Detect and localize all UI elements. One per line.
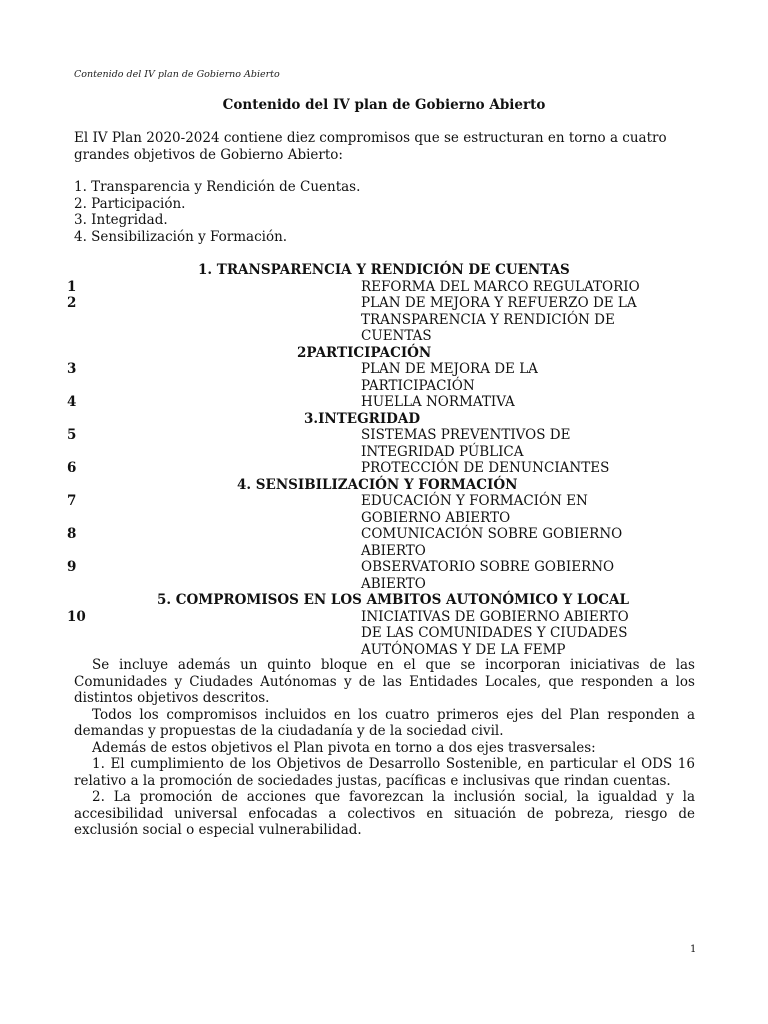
commitment-number: 10 [67,608,86,625]
commitments-table [0,262,768,658]
table-row [0,295,768,345]
block-heading [0,477,768,494]
table-row [0,361,768,394]
block-heading [0,262,768,279]
list-item: 2. Participación. [74,195,186,212]
block-heading-text: 5. COMPROMISOS EN LOS AMBITOS AUTONÓMICO Y LOCAL [157,592,629,608]
commitment-number: 8 [67,526,77,542]
paragraph: Se incluye además un quinto bloque en el que se incorporan iniciativas de las Comunidades y Ciudades Autónomas y de las Entidades Locales, que responden a los distintos objetivos descritos. [74,657,695,706]
commitment-text: OBSERVATORIO SOBRE GOBIERNO ABIERTO [361,559,615,592]
commitment-number: 3 [67,361,77,377]
page-number: 1 [690,944,697,955]
objectives-list [74,179,360,245]
commitment-text: PLAN DE MEJORA Y REFUERZO DE LA TRANSPARENCIA Y RENDICIÓN DE CUENTAS [361,295,637,344]
list-item: 3. Integridad. [74,212,168,228]
paragraph: 1. El cumplimiento de los Objetivos de Desarrollo Sostenible, en particular el ODS 16 relativo a la promoción de sociedades justas, pacíficas e inclusivas que rindan cuentas. [74,756,695,789]
list-item: 4. Sensibilización y Formación. [74,228,288,245]
list-item: 1. Transparencia y Rendición de Cuentas. [74,179,361,195]
commitment-text: REFORMA DEL MARCO REGULATORIO [361,278,640,295]
intro-paragraph: El IV Plan 2020-2024 contiene diez compromisos que se estructuran en torno a cuatro grandes objetivos de Gobierno Abierto: [74,130,667,163]
block-heading-text: 1. TRANSPARENCIA Y RENDICIÓN DE CUENTAS [198,262,570,278]
block-heading [0,345,768,362]
paragraph: Además de estos objetivos el Plan pivota en torno a dos ejes trasversales: [92,739,596,756]
block-heading [0,592,768,609]
block-heading-text: 2PARTICIPACIÓN [297,344,432,361]
table-row [0,460,768,477]
commitment-text: HUELLA NORMATIVA [361,394,515,410]
commitment-number: 7 [67,493,77,509]
commitment-text: INICIATIVAS DE GOBIERNO ABIERTO DE LAS COMUNIDADES Y CIUDADES AUTÓNOMAS Y DE LA FEMP [361,608,629,658]
commitment-number: 1 [67,278,77,295]
paragraph: Todos los compromisos incluidos en los cuatro primeros ejes del Plan responden a demandas y propuestas de la ciudadanía y de la sociedad civil. [74,706,695,739]
block-heading-text: 4. SENSIBILIZACIÓN Y FORMACIÓN [237,476,518,493]
commitment-number: 2 [67,295,77,311]
table-row [0,427,768,460]
commitment-text: COMUNICACIÓN SOBRE GOBIERNO ABIERTO [361,526,623,559]
commitment-text: PROTECCIÓN DE DENUNCIANTES [361,460,610,476]
commitment-text: PLAN DE MEJORA DE LA PARTICIPACIÓN [361,361,538,394]
commitment-number: 6 [67,460,77,476]
table-row [0,279,768,296]
commitment-number: 4 [67,394,77,410]
commitment-text: SISTEMAS PREVENTIVOS DE INTEGRIDAD PÚBLICA [361,427,571,460]
table-row [0,609,768,659]
body-text [74,657,695,839]
table-row [0,559,768,592]
running-header: Contenido del IV plan de Gobierno Abierto [74,69,280,80]
commitment-number: 5 [67,427,77,443]
page-title: Contenido del IV plan de Gobierno Abierto [222,97,546,113]
block-heading [0,411,768,428]
block-heading-text: 3.INTEGRIDAD [304,410,421,427]
commitment-number: 9 [67,559,77,575]
table-row [0,493,768,526]
commitment-text: EDUCACIÓN Y FORMACIÓN EN GOBIERNO ABIERTO [361,493,588,526]
paragraph: 2. La promoción de acciones que favorezcan la inclusión social, la igualdad y la accesibilidad universal enfocadas a colectivos en situación de pobreza, riesgo de exclusión social o especial vulnerabilidad. [74,789,695,838]
table-row [0,394,768,411]
table-row [0,526,768,559]
